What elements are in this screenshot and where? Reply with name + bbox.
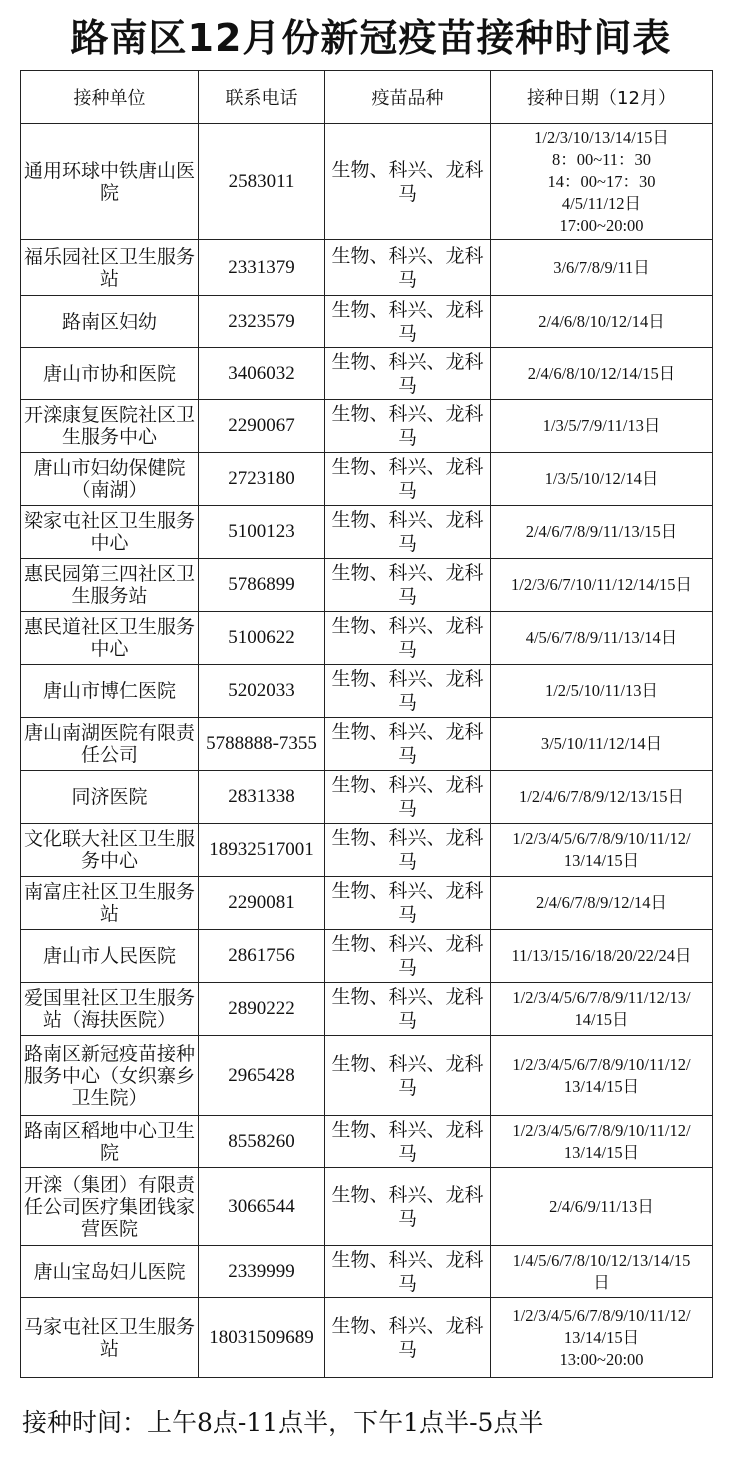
dates-cell: 1/2/3/4/5/6/7/8/9/10/11/12/ 13/14/15日 13:00~20:00 [491,1298,713,1378]
unit-cell: 开滦康复医院社区卫生服务中心 [21,400,199,453]
vaccine-cell: 生物、科兴、龙科马 [325,453,491,506]
phone-cell: 2290081 [199,877,325,930]
vaccine-cell: 生物、科兴、龙科马 [325,877,491,930]
dates-cell: 1/3/5/10/12/14日 [491,453,713,506]
table-row [21,453,713,506]
dates-cell: 1/2/5/10/11/13日 [491,665,713,718]
unit-cell: 唐山市妇幼保健院（南湖） [21,453,199,506]
dates-cell: 1/4/5/6/7/8/10/12/13/14/15 日 [491,1246,713,1298]
table-row [21,612,713,665]
table-row [21,1298,713,1378]
vaccine-cell: 生物、科兴、龙科马 [325,665,491,718]
vaccine-cell: 生物、科兴、龙科马 [325,1298,491,1378]
vaccine-cell: 生物、科兴、龙科马 [325,240,491,296]
dates-cell: 2/4/6/8/10/12/14日 [491,296,713,348]
dates-cell: 1/2/3/4/5/6/7/8/9/10/11/12/ 13/14/15日 [491,1116,713,1168]
table-row [21,718,713,771]
vaccine-cell: 生物、科兴、龙科马 [325,612,491,665]
dates-cell: 1/2/3/4/5/6/7/8/9/10/11/12/ 13/14/15日 [491,1036,713,1116]
vaccine-cell: 生物、科兴、龙科马 [325,1116,491,1168]
dates-cell: 3/6/7/8/9/11日 [491,240,713,296]
page-title: 路南区12月份新冠疫苗接种时间表 [70,16,672,60]
table-row [21,771,713,824]
dates-cell: 1/2/3/6/7/10/11/12/14/15日 [491,559,713,612]
unit-cell: 惠民园第三四社区卫生服务站 [21,559,199,612]
unit-cell: 唐山南湖医院有限责任公司 [21,718,199,771]
vaccine-cell: 生物、科兴、龙科马 [325,1246,491,1298]
phone-cell: 3406032 [199,348,325,400]
dates-cell: 11/13/15/16/18/20/22/24日 [491,930,713,983]
unit-cell: 唐山市协和医院 [21,348,199,400]
phone-cell: 2290067 [199,400,325,453]
vaccine-cell: 生物、科兴、龙科马 [325,1036,491,1116]
dates-cell: 1/2/3/4/5/6/7/8/9/10/11/12/ 13/14/15日 [491,824,713,877]
phone-cell: 5202033 [199,665,325,718]
table-row [21,1246,713,1298]
header-vaccine: 疫苗品种 [325,71,491,124]
phone-cell: 2583011 [199,124,325,240]
vaccine-cell: 生物、科兴、龙科马 [325,559,491,612]
phone-cell: 18932517001 [199,824,325,877]
unit-cell: 路南区新冠疫苗接种服务中心（女织寨乡卫生院） [21,1036,199,1116]
vaccine-cell: 生物、科兴、龙科马 [325,1168,491,1246]
dates-cell: 2/4/6/7/8/9/12/14日 [491,877,713,930]
table-row [21,877,713,930]
vaccine-cell: 生物、科兴、龙科马 [325,771,491,824]
table-row [21,124,713,240]
header-unit: 接种单位 [21,71,199,124]
unit-cell: 开滦（集团）有限责任公司医疗集团钱家营医院 [21,1168,199,1246]
dates-cell: 2/4/6/9/11/13日 [491,1168,713,1246]
vaccine-cell: 生物、科兴、龙科马 [325,124,491,240]
header-phone: 联系电话 [199,71,325,124]
table-row [21,983,713,1036]
phone-cell: 5100622 [199,612,325,665]
vaccine-cell: 生物、科兴、龙科马 [325,718,491,771]
unit-cell: 唐山市博仁医院 [21,665,199,718]
unit-cell: 同济医院 [21,771,199,824]
phone-cell: 5786899 [199,559,325,612]
unit-cell: 通用环球中铁唐山医院 [21,124,199,240]
unit-cell: 唐山宝岛妇儿医院 [21,1246,199,1298]
phone-cell: 18031509689 [199,1298,325,1378]
unit-cell: 文化联大社区卫生服务中心 [21,824,199,877]
unit-cell: 马家屯社区卫生服务站 [21,1298,199,1378]
table-row [21,400,713,453]
unit-cell: 爱国里社区卫生服务站（海扶医院） [21,983,199,1036]
table-row [21,240,713,296]
vaccine-cell: 生物、科兴、龙科马 [325,824,491,877]
phone-cell: 5788888-7355 [199,718,325,771]
header-dates: 接种日期（12月） [491,71,713,124]
table-row [21,824,713,877]
table-header-row [21,71,713,124]
phone-cell: 5100123 [199,506,325,559]
table-row [21,1116,713,1168]
table-row [21,1036,713,1116]
unit-cell: 惠民道社区卫生服务中心 [21,612,199,665]
table-row [21,296,713,348]
dates-cell: 1/2/3/10/13/14/15日 8：00~11：30 14：00~17：30 4/5/11/12日 17:00~20:00 [491,124,713,240]
table-body [21,124,713,1378]
table-row [21,348,713,400]
phone-cell: 2965428 [199,1036,325,1116]
phone-cell: 8558260 [199,1116,325,1168]
table-row [21,559,713,612]
unit-cell: 唐山市人民医院 [21,930,199,983]
phone-cell: 2831338 [199,771,325,824]
table-row [21,665,713,718]
dates-cell: 3/5/10/11/12/14日 [491,718,713,771]
vaccine-cell: 生物、科兴、龙科马 [325,506,491,559]
vaccine-cell: 生物、科兴、龙科马 [325,400,491,453]
unit-cell: 路南区稻地中心卫生院 [21,1116,199,1168]
vaccine-cell: 生物、科兴、龙科马 [325,983,491,1036]
dates-cell: 1/3/5/7/9/11/13日 [491,400,713,453]
table-row [21,506,713,559]
vaccine-cell: 生物、科兴、龙科马 [325,296,491,348]
unit-cell: 梁家屯社区卫生服务中心 [21,506,199,559]
vaccine-cell: 生物、科兴、龙科马 [325,348,491,400]
table-row [21,1168,713,1246]
vaccine-cell: 生物、科兴、龙科马 [325,930,491,983]
vaccination-hours-note: 接种时间：上午8点-11点半，下午1点半-5点半 [22,1408,544,1437]
phone-cell: 2339999 [199,1246,325,1298]
table-row [21,930,713,983]
vaccination-schedule-table [20,70,713,1378]
dates-cell: 2/4/6/7/8/9/11/13/15日 [491,506,713,559]
dates-cell: 1/2/4/6/7/8/9/12/13/15日 [491,771,713,824]
dates-cell: 1/2/3/4/5/6/7/8/9/11/12/13/ 14/15日 [491,983,713,1036]
unit-cell: 福乐园社区卫生服务站 [21,240,199,296]
dates-cell: 4/5/6/7/8/9/11/13/14日 [491,612,713,665]
unit-cell: 路南区妇幼 [21,296,199,348]
phone-cell: 2861756 [199,930,325,983]
phone-cell: 2323579 [199,296,325,348]
phone-cell: 3066544 [199,1168,325,1246]
phone-cell: 2331379 [199,240,325,296]
unit-cell: 南富庄社区卫生服务站 [21,877,199,930]
phone-cell: 2723180 [199,453,325,506]
phone-cell: 2890222 [199,983,325,1036]
dates-cell: 2/4/6/8/10/12/14/15日 [491,348,713,400]
